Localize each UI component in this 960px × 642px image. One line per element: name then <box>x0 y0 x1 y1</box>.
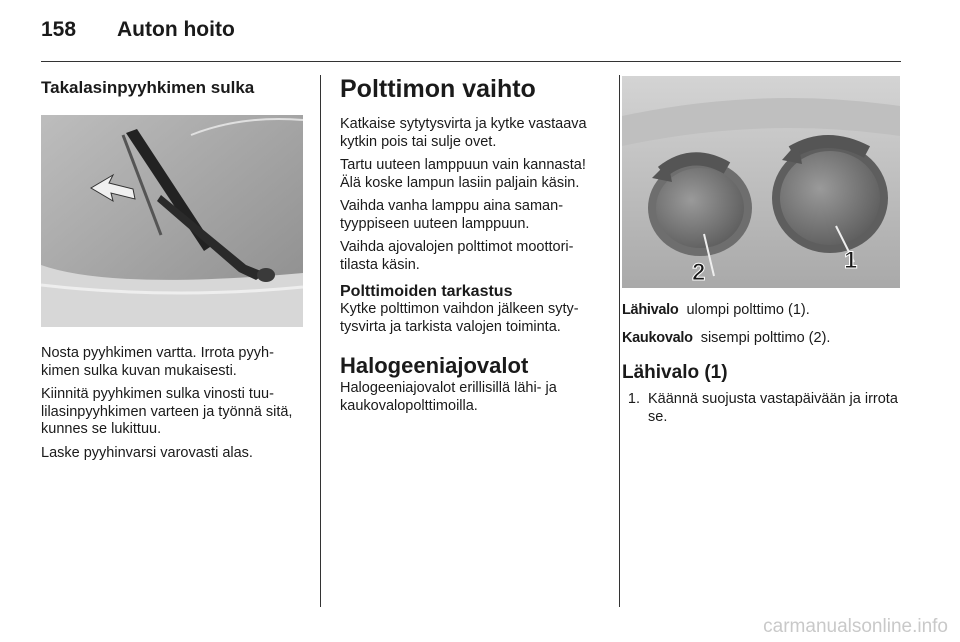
column-headlight <box>622 68 902 426</box>
bulb-check-heading: Polttimoiden tarkastus <box>340 283 513 300</box>
rear-wiper-figure <box>41 115 303 327</box>
figure-label-1: 1 <box>844 247 858 274</box>
rear-wiper-paragraph: Nosta pyyhkimen vartta. Irrota pyyhkimen sulka kuvan mukaisesti. <box>41 345 274 379</box>
lahivalo-desc: ulompi polttimo (1). <box>686 302 810 318</box>
column-rear-wiper <box>41 68 303 468</box>
header-rule <box>41 61 901 62</box>
bulb-paragraph: Vaihda vanha lamppu aina samantyyppiseen uuteen lamppuun. <box>340 198 564 232</box>
halogen-heading: Halogeeniajovalot <box>340 353 529 378</box>
lahivalo-definition <box>622 302 902 320</box>
step-item: 1. Käännä suojusta vastapäivään ja irrota se. <box>644 391 902 426</box>
lahivalo-subheading: Lähivalo (1) <box>622 362 728 383</box>
rear-wiper-paragraph: Kiinnitä pyyhkimen sulka vinosti tuulilasinpyyhkimen varteen ja työnnä sitä, kunnes se lukittuu. <box>41 386 293 437</box>
kaukovalo-desc: sisempi polttimo (2). <box>700 329 831 346</box>
column-divider-left <box>320 75 321 607</box>
rear-wiper-heading: Takalasinpyyhkimen sulka <box>41 78 255 97</box>
chapter-title: Auton hoito <box>117 18 235 41</box>
bulb-paragraph: Katkaise sytytysvirta ja kytke vastaava kytkin pois tai sulje ovet. <box>340 116 587 150</box>
headlight-bulb-figure <box>622 76 900 288</box>
rear-wiper-paragraph: Laske pyyhinvarsi varovasti alas. <box>41 444 253 461</box>
bulb-check-text: Kytke polttimon vaihdon jälkeen sytytysvirta ja tarkista valojen toiminta. <box>340 301 579 335</box>
column-divider-right <box>619 75 620 607</box>
bulb-paragraph: Tartu uuteen lamppuun vain kannasta! Älä koske lampun lasiin paljain käsin. <box>340 157 586 191</box>
kaukovalo-definition <box>622 330 902 348</box>
steps-list <box>622 391 902 426</box>
bulb-replacement-heading: Polttimon vaihto <box>340 75 536 103</box>
halogen-text: Halogeeniajovalot erillisillä lähi- ja kaukovalopolttimoilla. <box>340 380 557 414</box>
lahivalo-term: Lähivalo <box>622 302 679 318</box>
kaukovalo-term: Kaukovalo <box>622 329 693 346</box>
page-number: 158 <box>41 18 77 41</box>
figure-label-2: 2 <box>692 259 706 286</box>
bulb-paragraph: Vaihda ajovalojen polttimot moottoritilasta käsin. <box>340 239 574 273</box>
watermark: carmanualsonline.info <box>763 616 948 637</box>
column-bulb-replacement <box>340 68 606 421</box>
